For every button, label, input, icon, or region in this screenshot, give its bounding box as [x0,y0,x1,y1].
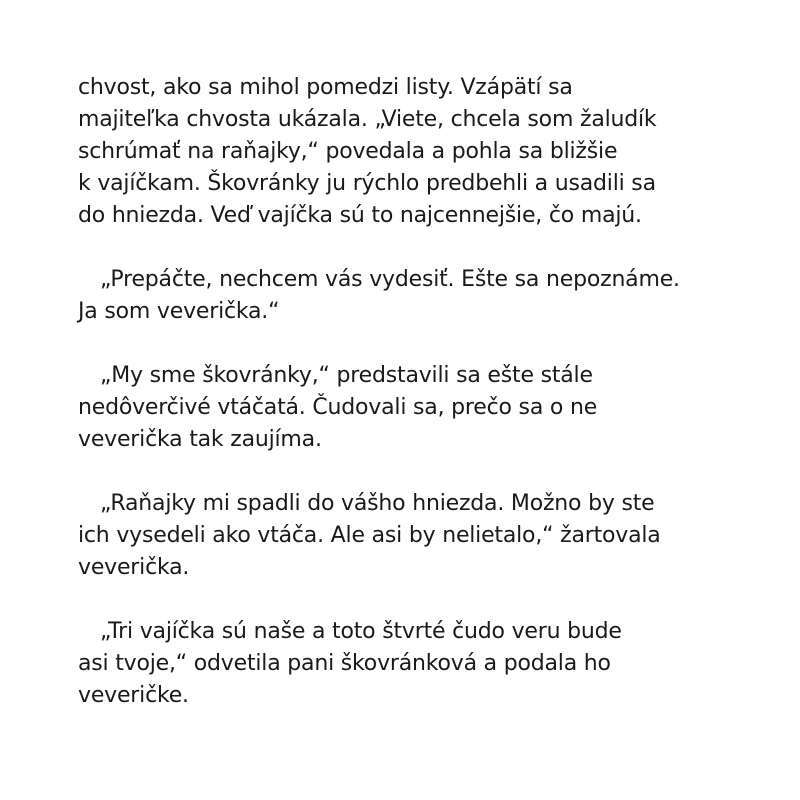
text-line: veveričke. [78,683,189,708]
text-line: nedôverčivé vtáčatá. Čudovali sa, prečo sa o ne [78,395,598,420]
text-line: veverička tak zaujíma. [78,427,322,452]
paragraph-4 [78,488,738,584]
text-line: k vajíčkam. Škovránky ju rýchlo predbehli a usadili sa [78,171,656,196]
text-line: asi tvoje,“ odvetila pani škovránková a podala ho [78,651,611,676]
paragraph-1 [78,72,738,232]
text-line: majiteľka chvosta ukázala. „Viete, chcela som žaludík [78,107,657,132]
paragraph-2 [78,264,738,328]
paragraph-3 [78,360,738,456]
text-line: Ja som veverička.“ [78,299,280,324]
text-line: schrúmať na raňajky,“ povedala a pohla sa bližšie [78,139,618,164]
text-line: „My sme škovránky,“ predstavili sa ešte stále [100,363,593,388]
text-line: „Prepáčte, nechcem vás vydesiť. Ešte sa nepoznáme. [100,267,680,292]
text-line: chvost, ako sa mihol pomedzi listy. Vzápätí sa [78,75,573,100]
story-text [78,72,738,712]
paragraph-5 [78,616,738,712]
text-line: ich vysedeli ako vtáča. Ale asi by nelietalo,“ žartovala [78,523,661,548]
text-line: „Raňajky mi spadli do vášho hniezda. Možno by ste [100,491,655,516]
text-line: do hniezda. Veď vajíčka sú to najcennejšie, čo majú. [78,203,642,228]
text-line: „Tri vajíčka sú naše a toto štvrté čudo veru bude [100,619,622,644]
text-line: veverička. [78,555,190,580]
